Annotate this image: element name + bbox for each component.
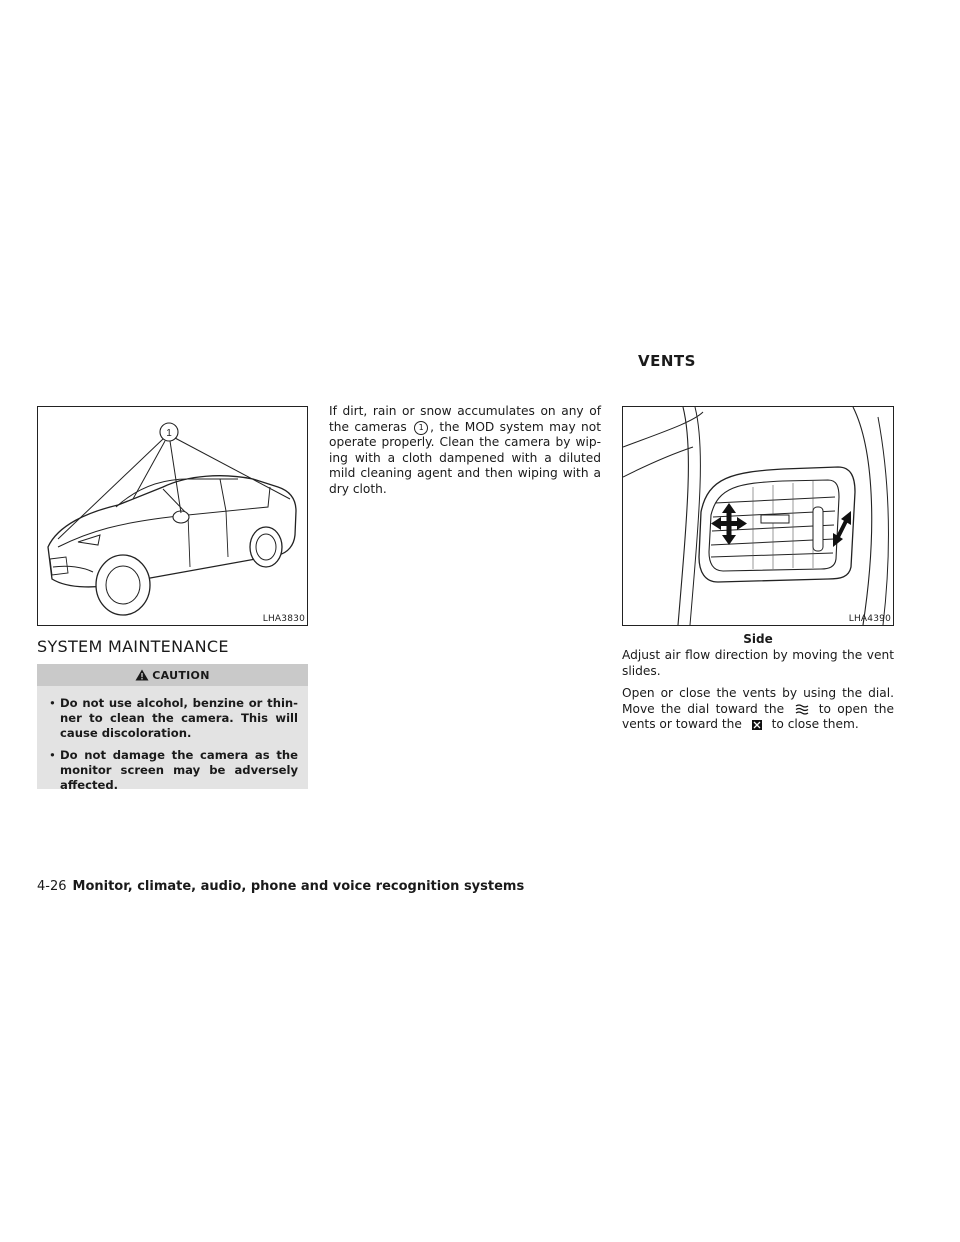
callout-marker: 1 [414, 421, 428, 435]
vent-dial-paragraph [622, 686, 894, 733]
camera-location-figure [37, 406, 308, 626]
vent-closed-icon [746, 719, 768, 731]
page-number: 4-26 [37, 879, 67, 894]
caution-header [37, 664, 308, 686]
camera-cleaning-paragraph [329, 404, 601, 497]
vent-figure [622, 406, 894, 626]
caution-label: CAUTION [152, 668, 210, 682]
paragraph-text-before: If dirt, rain or snow accumulates on any of the cameras [329, 404, 601, 434]
vent-open-icon [790, 703, 812, 715]
caution-item: • Do not damage the camera as the monitor screen may be adversely affected. [47, 748, 298, 793]
figure-caption-side: Side [743, 632, 773, 646]
figure-code: LHA4390 [848, 614, 891, 624]
caution-list [37, 686, 308, 806]
camera-callout-number: 1 [166, 428, 172, 439]
caution-item: • Do not use alcohol, benzine or thin-ner to clean the camera. This will cause discoloration. [47, 696, 298, 741]
page-footer [37, 879, 524, 894]
dial-text-a: Open or close the vents by using the dial. Move the dial toward the [622, 686, 894, 716]
vent-slides-paragraph: Adjust air flow direction by moving the vent slides. [622, 648, 894, 678]
car-illustration [38, 407, 307, 625]
dial-text-b: to open the vents or toward the [622, 701, 895, 731]
vent-illustration [623, 407, 893, 625]
chapter-title: Monitor, climate, audio, phone and voice recognition systems [72, 879, 525, 894]
figure-code: LHA3830 [262, 614, 305, 624]
paragraph-text-after: , the MOD system may not operate properly. Clean the camera by wip-ing with a cloth dampened with a diluted mild cleaning agent and then wiping with a dry cloth. [329, 419, 602, 496]
caution-box [37, 664, 308, 792]
warning-triangle-icon [135, 669, 149, 681]
section-title-system-maintenance: SYSTEM MAINTENANCE [37, 637, 229, 656]
dial-text-c: to close them. [771, 717, 859, 731]
section-title-vents: VENTS [638, 352, 696, 370]
